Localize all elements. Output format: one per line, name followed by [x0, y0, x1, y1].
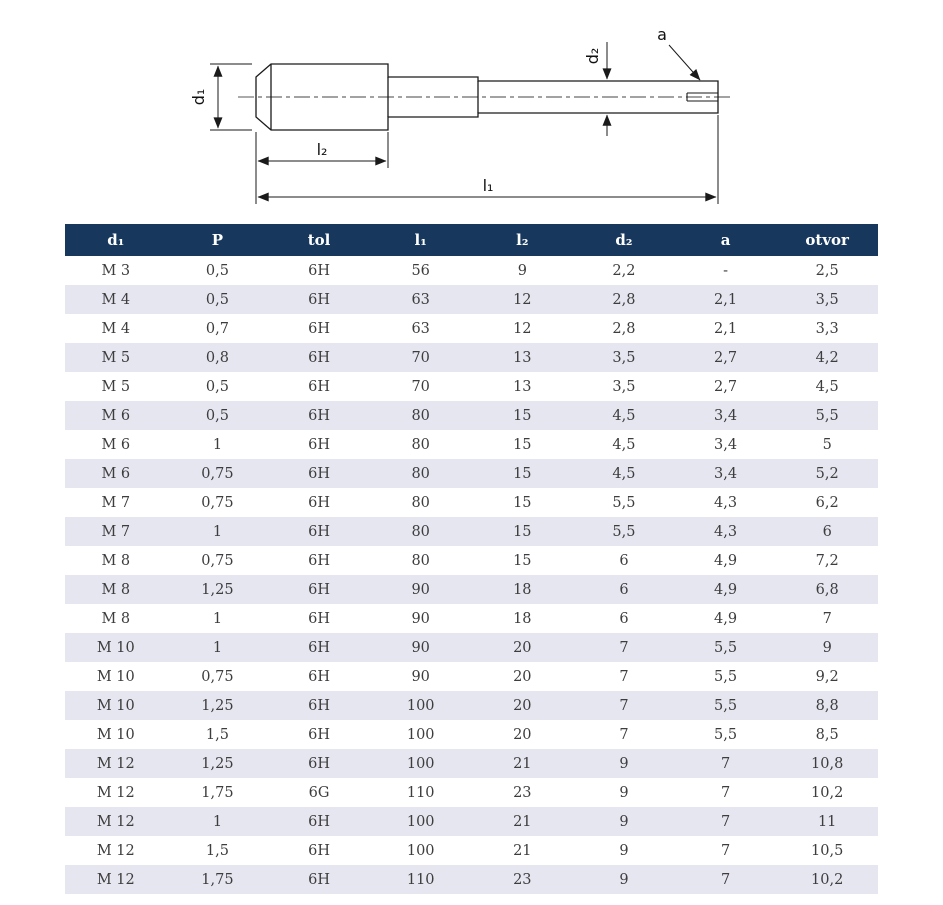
table-cell: 1,25	[201, 697, 234, 714]
table-cell: 2,8	[612, 320, 636, 337]
table-cell: 0,7	[205, 320, 229, 337]
table-cell: M 8	[101, 552, 131, 569]
table-cell: 6H	[308, 639, 330, 656]
table-cell: 11	[817, 813, 837, 830]
table-cell: 1,5	[205, 842, 229, 859]
table-cell: 6,8	[815, 581, 839, 598]
table-cell: 80	[411, 407, 430, 424]
table-cell: 100	[406, 697, 435, 714]
table-row	[65, 459, 878, 488]
table-cell: M 6	[101, 436, 131, 453]
table-cell: 5,5	[714, 668, 738, 685]
table-cell: 6	[822, 523, 832, 540]
table-cell: 9	[619, 813, 629, 830]
table-cell: 21	[513, 813, 532, 830]
table-cell: 80	[411, 494, 430, 511]
table-cell: 21	[513, 755, 532, 772]
header-row	[65, 224, 878, 256]
table-cell: 2,5	[815, 262, 839, 279]
table-cell: 7	[619, 639, 629, 656]
spec-table	[65, 224, 878, 894]
table-cell: 20	[513, 697, 532, 714]
table-cell: M 3	[101, 262, 131, 279]
table-cell: 3,4	[714, 436, 738, 453]
table-row	[65, 372, 878, 401]
table-cell: 12	[513, 291, 532, 308]
column-header-d2: d₂	[573, 224, 675, 256]
table-row	[65, 285, 878, 314]
table-cell: 5,5	[714, 639, 738, 656]
column-header-otvor: otvor	[776, 224, 878, 256]
table-cell: M 4	[101, 291, 131, 308]
table-cell: 23	[513, 784, 532, 801]
table-row	[65, 865, 878, 894]
table-cell: 7	[720, 784, 731, 801]
column-header-d1: d₁	[65, 224, 167, 256]
table-cell: 6H	[308, 378, 330, 395]
table-cell: 4,9	[714, 610, 738, 627]
table-cell: 5,5	[612, 494, 636, 511]
table-row	[65, 778, 878, 807]
table-row	[65, 836, 878, 865]
table-cell: 13	[513, 349, 532, 366]
table-cell: 20	[513, 726, 532, 743]
table-cell: 90	[411, 668, 430, 685]
label-a: a	[657, 25, 667, 44]
table-cell: M 6	[101, 407, 131, 424]
column-header-tol: tol	[268, 224, 370, 256]
table-cell: 6H	[308, 320, 330, 337]
table-cell: 4,5	[612, 407, 636, 424]
table-cell: 4,3	[714, 494, 738, 511]
table-cell: 18	[513, 610, 532, 627]
table-cell: 7	[720, 813, 731, 830]
table-cell: 80	[411, 436, 430, 453]
table-cell: M 7	[101, 494, 131, 511]
table-cell: 3,4	[714, 407, 738, 424]
table-cell: 100	[406, 813, 435, 830]
table-cell: 9	[619, 842, 629, 859]
table-row	[65, 401, 878, 430]
column-header-p: P	[167, 224, 269, 256]
table-cell: 0,5	[205, 378, 229, 395]
table-cell: 0,8	[205, 349, 229, 366]
table-cell: M 12	[96, 813, 135, 830]
table-cell: M 12	[96, 784, 135, 801]
table-cell: 6	[619, 552, 629, 569]
table-row	[65, 633, 878, 662]
table-row	[65, 256, 878, 285]
table-cell: 63	[411, 291, 430, 308]
table-cell: 56	[411, 262, 430, 279]
label-d1: d₁	[189, 88, 208, 106]
table-cell: 12	[513, 320, 532, 337]
table-cell: 4,5	[612, 436, 636, 453]
table-row	[65, 720, 878, 749]
table-cell: 10,2	[811, 871, 844, 888]
table-row	[65, 314, 878, 343]
table-cell: 5,2	[815, 465, 839, 482]
table-cell: 7	[720, 755, 731, 772]
table-row	[65, 488, 878, 517]
table-cell: 15	[513, 407, 532, 424]
tap-drawing-svg	[0, 0, 943, 220]
table-cell: 10,8	[811, 755, 844, 772]
table-cell: 6H	[308, 436, 330, 453]
column-header-a: a	[675, 224, 777, 256]
table-cell: 7	[619, 726, 629, 743]
column-header-l1: l₁	[370, 224, 472, 256]
table-cell: 70	[411, 378, 430, 395]
technical-drawing	[0, 0, 943, 220]
table-cell: 0,75	[201, 494, 234, 511]
table-cell: 15	[513, 523, 532, 540]
table-cell: 80	[411, 552, 430, 569]
table-row	[65, 430, 878, 459]
table-cell: 0,75	[201, 668, 234, 685]
table-cell: 1	[212, 523, 223, 540]
table-row	[65, 575, 878, 604]
table-cell: 1	[212, 610, 223, 627]
table-cell: 13	[513, 378, 532, 395]
table-row	[65, 546, 878, 575]
table-cell: 6H	[308, 871, 330, 888]
spec-table-head	[65, 224, 878, 256]
table-cell: 4,9	[714, 581, 738, 598]
table-cell: 9	[619, 784, 629, 801]
label-d2: d₂	[583, 47, 602, 65]
table-cell: 7	[619, 697, 629, 714]
table-cell: 1,25	[201, 755, 234, 772]
table-cell: 15	[513, 436, 532, 453]
table-cell: 2,8	[612, 291, 636, 308]
table-cell: M 12	[96, 842, 135, 859]
table-cell: 6H	[308, 552, 330, 569]
table-cell: 6H	[308, 523, 330, 540]
table-row	[65, 691, 878, 720]
table-cell: 6H	[308, 494, 330, 511]
table-cell: -	[723, 262, 729, 279]
table-cell: 10,5	[811, 842, 844, 859]
table-cell: 1	[212, 813, 223, 830]
table-cell: 2,2	[612, 262, 636, 279]
table-cell: 6H	[308, 465, 330, 482]
table-row	[65, 604, 878, 633]
table-cell: 1,75	[201, 871, 234, 888]
spec-table-body	[65, 256, 878, 894]
table-cell: 1,5	[205, 726, 229, 743]
table-cell: M 8	[101, 581, 131, 598]
table-cell: 9	[822, 639, 832, 656]
table-cell: 2,7	[714, 378, 738, 395]
table-cell: 15	[513, 494, 532, 511]
table-cell: M 10	[96, 639, 135, 656]
table-cell: 20	[513, 639, 532, 656]
table-cell: 2,1	[714, 320, 738, 337]
table-cell: 6G	[308, 784, 330, 801]
table-cell: 80	[411, 465, 430, 482]
table-cell: 5,5	[714, 697, 738, 714]
table-cell: 110	[406, 871, 435, 888]
table-cell: 6	[619, 610, 629, 627]
table-cell: 10,2	[811, 784, 844, 801]
table-cell: 21	[513, 842, 532, 859]
table-cell: 1,25	[201, 581, 234, 598]
table-cell: 0,5	[205, 262, 229, 279]
table-cell: 1,75	[201, 784, 234, 801]
table-cell: 4,5	[815, 378, 839, 395]
table-cell: 100	[406, 726, 435, 743]
table-cell: 7	[720, 871, 731, 888]
table-cell: 100	[406, 755, 435, 772]
table-cell: 90	[411, 639, 430, 656]
table-cell: 80	[411, 523, 430, 540]
table-cell: 6H	[308, 697, 330, 714]
table-cell: 1	[212, 639, 223, 656]
table-cell: 6H	[308, 813, 330, 830]
table-cell: 5	[822, 436, 832, 453]
table-cell: 0,5	[205, 407, 229, 424]
spec-table-section	[65, 224, 878, 894]
table-cell: 7,2	[815, 552, 839, 569]
table-cell: 8,8	[815, 697, 839, 714]
table-cell: 15	[513, 465, 532, 482]
table-cell: 9	[517, 262, 527, 279]
table-cell: 6H	[308, 668, 330, 685]
table-cell: 90	[411, 610, 430, 627]
table-cell: 2,1	[714, 291, 738, 308]
label-l2: l₂	[316, 140, 328, 159]
table-cell: 0,75	[201, 552, 234, 569]
table-cell: 5,5	[612, 523, 636, 540]
table-cell: M 4	[101, 320, 131, 337]
table-cell: 6H	[308, 407, 330, 424]
table-cell: 3,3	[815, 320, 839, 337]
table-cell: 4,2	[815, 349, 839, 366]
table-cell: 3,4	[714, 465, 738, 482]
table-cell: 7	[720, 842, 731, 859]
label-l1: l₁	[482, 176, 494, 195]
table-row	[65, 517, 878, 546]
table-cell: 6H	[308, 610, 330, 627]
table-cell: 7	[822, 610, 832, 627]
table-cell: 6H	[308, 262, 330, 279]
table-cell: 1	[212, 436, 223, 453]
column-header-l2: l₂	[472, 224, 574, 256]
table-cell: M 10	[96, 697, 135, 714]
table-cell: 18	[513, 581, 532, 598]
table-cell: 6H	[308, 581, 330, 598]
table-cell: 23	[513, 871, 532, 888]
table-cell: 20	[513, 668, 532, 685]
table-cell: 2,7	[714, 349, 738, 366]
table-cell: M 7	[101, 523, 131, 540]
table-cell: 4,3	[714, 523, 738, 540]
table-cell: 15	[513, 552, 532, 569]
table-cell: 6,2	[815, 494, 839, 511]
table-cell: 100	[406, 842, 435, 859]
table-cell: M 8	[101, 610, 131, 627]
table-row	[65, 807, 878, 836]
table-cell: 6	[619, 581, 629, 598]
table-row	[65, 662, 878, 691]
table-cell: 70	[411, 349, 430, 366]
table-cell: 6H	[308, 349, 330, 366]
table-cell: 6H	[308, 291, 330, 308]
table-cell: 9,2	[815, 668, 839, 685]
table-cell: 3,5	[612, 349, 636, 366]
table-cell: 4,5	[612, 465, 636, 482]
table-cell: 7	[619, 668, 629, 685]
table-cell: 4,9	[714, 552, 738, 569]
table-cell: 9	[619, 871, 629, 888]
table-cell: M 10	[96, 668, 135, 685]
table-cell: 6H	[308, 726, 330, 743]
table-cell: 3,5	[612, 378, 636, 395]
table-cell: 6H	[308, 755, 330, 772]
table-cell: 110	[406, 784, 435, 801]
table-cell: M 10	[96, 726, 135, 743]
table-cell: M 5	[101, 349, 131, 366]
table-cell: 63	[411, 320, 430, 337]
table-cell: M 12	[96, 871, 135, 888]
table-cell: 5,5	[815, 407, 839, 424]
table-cell: 90	[411, 581, 430, 598]
leader-a	[669, 45, 700, 80]
table-cell: 5,5	[714, 726, 738, 743]
table-cell: M 6	[101, 465, 131, 482]
table-row	[65, 749, 878, 778]
table-cell: M 5	[101, 378, 131, 395]
table-cell: 9	[619, 755, 629, 772]
table-cell: 8,5	[815, 726, 839, 743]
table-row	[65, 343, 878, 372]
table-cell: 3,5	[815, 291, 839, 308]
table-cell: 0,5	[205, 291, 229, 308]
table-cell: 0,75	[201, 465, 234, 482]
table-cell: 6H	[308, 842, 330, 859]
table-cell: M 12	[96, 755, 135, 772]
